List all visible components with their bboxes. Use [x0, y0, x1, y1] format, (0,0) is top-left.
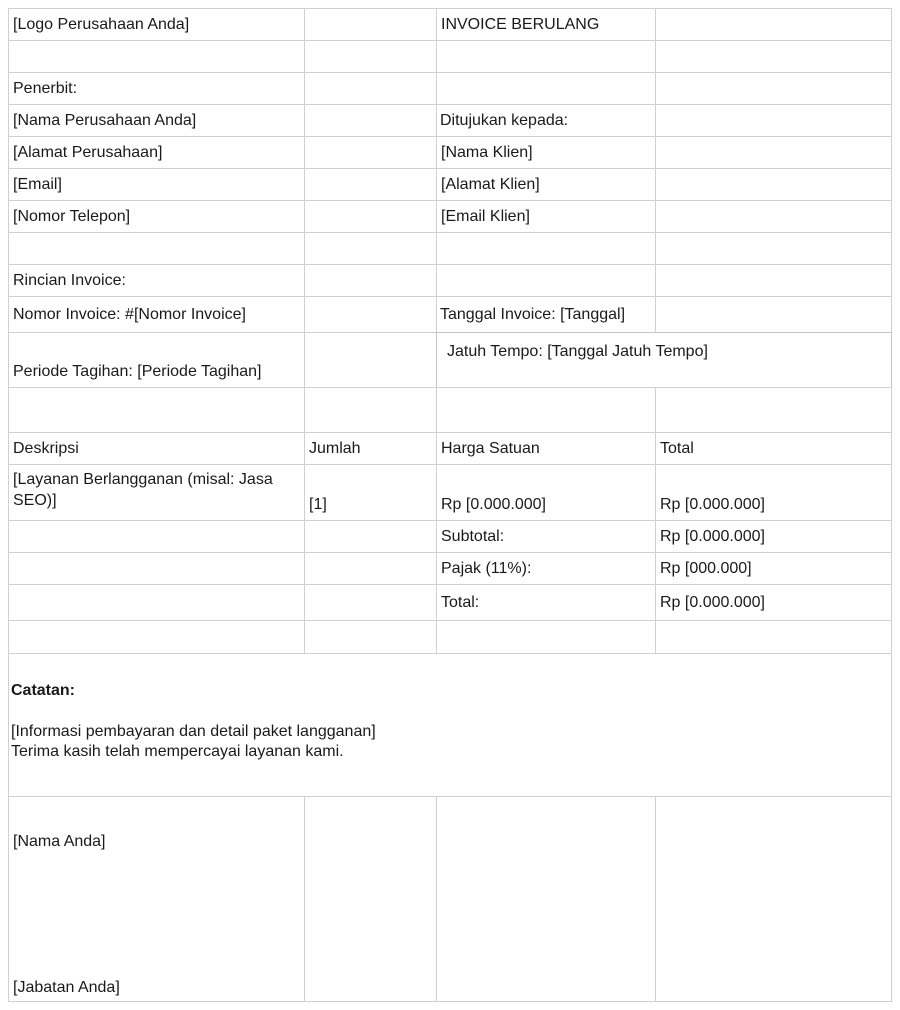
empty-cell[interactable]	[304, 796, 437, 1002]
empty-cell[interactable]	[304, 552, 437, 585]
item-description: [Layanan Berlangganan (misal: Jasa SEO)]	[13, 471, 273, 509]
empty-cell[interactable]	[304, 264, 437, 297]
empty-cell[interactable]	[436, 796, 656, 1002]
recipient-name: [Nama Klien]	[441, 143, 533, 161]
tax-value-cell[interactable]	[655, 552, 892, 585]
issuer-phone-cell[interactable]	[8, 200, 305, 233]
due-date-cell[interactable]	[436, 332, 892, 388]
column-header-label: Harga Satuan	[441, 439, 540, 457]
signature-cell[interactable]	[8, 796, 305, 1002]
empty-cell[interactable]	[8, 232, 305, 265]
due-date: Jatuh Tempo: [Tanggal Jatuh Tempo]	[447, 343, 708, 360]
empty-cell[interactable]	[655, 168, 892, 201]
recipient-address-cell[interactable]	[436, 168, 656, 201]
empty-cell[interactable]	[8, 520, 305, 553]
issuer-address: [Alamat Perusahaan]	[13, 143, 163, 161]
column-header-label: Jumlah	[309, 439, 361, 457]
empty-cell[interactable]	[655, 620, 892, 654]
empty-cell[interactable]	[304, 387, 437, 433]
recipient-label-cell[interactable]	[436, 104, 656, 137]
empty-cell[interactable]	[655, 104, 892, 137]
empty-cell[interactable]	[304, 200, 437, 233]
empty-cell[interactable]	[304, 104, 437, 137]
empty-cell[interactable]	[655, 232, 892, 265]
title-cell[interactable]	[436, 8, 656, 41]
empty-cell[interactable]	[304, 620, 437, 654]
item-unit-price: Rp [0.000.000]	[441, 496, 546, 513]
item-description-cell[interactable]	[8, 464, 305, 521]
empty-cell[interactable]	[436, 72, 656, 105]
empty-cell[interactable]	[304, 296, 437, 333]
empty-cell[interactable]	[655, 200, 892, 233]
tax-value: Rp [000.000]	[660, 559, 752, 577]
signer-position: [Jabatan Anda]	[13, 979, 120, 996]
empty-cell[interactable]	[436, 387, 656, 433]
issuer-label: Penerbit:	[13, 79, 78, 97]
grand-total-label-cell[interactable]	[436, 584, 656, 621]
recipient-email: [Email Klien]	[441, 207, 530, 225]
empty-cell[interactable]	[436, 620, 656, 654]
empty-cell[interactable]	[304, 232, 437, 265]
subtotal-label: Subtotal:	[441, 527, 505, 545]
invoice-title: INVOICE BERULANG	[441, 15, 600, 33]
recipient-address: [Alamat Klien]	[441, 175, 540, 193]
empty-cell[interactable]	[655, 796, 892, 1002]
logo-cell[interactable]	[8, 8, 305, 41]
notes-payment-info: [Informasi pembayaran dan detail paket langganan]	[11, 723, 376, 740]
column-header-total[interactable]	[655, 432, 892, 465]
grand-total-label: Total:	[441, 593, 480, 611]
company-logo-placeholder: [Logo Perusahaan Anda]	[13, 15, 190, 33]
item-quantity: [1]	[309, 496, 327, 513]
empty-cell[interactable]	[8, 620, 305, 654]
empty-cell[interactable]	[8, 584, 305, 621]
item-total-cell[interactable]	[655, 464, 892, 521]
subtotal-label-cell[interactable]	[436, 520, 656, 553]
notes-label: Catatan:	[11, 682, 76, 699]
item-quantity-cell[interactable]	[304, 464, 437, 521]
empty-cell[interactable]	[436, 232, 656, 265]
notes-thank-you: Terima kasih telah mempercayai layanan kami.	[11, 743, 344, 760]
recipient-label: Ditujukan kepada:	[440, 111, 569, 129]
issuer-address-cell[interactable]	[8, 136, 305, 169]
empty-cell[interactable]	[655, 387, 892, 433]
empty-cell[interactable]	[304, 40, 437, 73]
empty-cell[interactable]	[436, 40, 656, 73]
empty-cell[interactable]	[436, 264, 656, 297]
recipient-email-cell[interactable]	[436, 200, 656, 233]
column-header-label: Total	[660, 439, 694, 457]
tax-label-cell[interactable]	[436, 552, 656, 585]
column-header-label: Deskripsi	[13, 439, 79, 457]
grand-total-value: Rp [0.000.000]	[660, 593, 765, 611]
billing-period-cell[interactable]	[8, 332, 305, 388]
invoice-date: Tanggal Invoice: [Tanggal]	[440, 305, 626, 323]
tax-label: Pajak (11%):	[441, 559, 532, 577]
empty-cell[interactable]	[304, 136, 437, 169]
subtotal-value-cell[interactable]	[655, 520, 892, 553]
issuer-email: [Email]	[13, 175, 62, 193]
item-unit-price-cell[interactable]	[436, 464, 656, 521]
empty-cell[interactable]	[655, 264, 892, 297]
empty-cell[interactable]	[304, 332, 437, 388]
billing-period: Periode Tagihan: [Periode Tagihan]	[13, 363, 262, 380]
empty-cell[interactable]	[655, 8, 892, 41]
empty-cell[interactable]	[304, 168, 437, 201]
empty-cell[interactable]	[304, 72, 437, 105]
details-label: Rincian Invoice:	[13, 271, 126, 289]
empty-cell[interactable]	[8, 552, 305, 585]
empty-cell[interactable]	[655, 40, 892, 73]
invoice-number-cell[interactable]	[8, 296, 305, 333]
column-header-quantity[interactable]	[304, 432, 437, 465]
column-header-description[interactable]	[8, 432, 305, 465]
grand-total-value-cell[interactable]	[655, 584, 892, 621]
empty-cell[interactable]	[655, 136, 892, 169]
recipient-name-cell[interactable]	[436, 136, 656, 169]
notes-cell[interactable]	[8, 653, 892, 797]
item-total: Rp [0.000.000]	[660, 496, 765, 513]
empty-cell[interactable]	[655, 296, 892, 333]
empty-cell[interactable]	[304, 584, 437, 621]
empty-cell[interactable]	[655, 72, 892, 105]
empty-cell[interactable]	[304, 520, 437, 553]
details-label-cell[interactable]	[8, 264, 305, 297]
empty-cell[interactable]	[304, 8, 437, 41]
issuer-phone: [Nomor Telepon]	[13, 207, 131, 225]
invoice-date-cell[interactable]	[436, 296, 656, 333]
invoice-number: Nomor Invoice: #[Nomor Invoice]	[13, 305, 246, 323]
empty-cell[interactable]	[8, 387, 305, 433]
empty-cell[interactable]	[8, 40, 305, 73]
issuer-company-cell[interactable]	[8, 104, 305, 137]
issuer-email-cell[interactable]	[8, 168, 305, 201]
subtotal-value: Rp [0.000.000]	[660, 527, 765, 545]
issuer-label-cell[interactable]	[8, 72, 305, 105]
signer-name: [Nama Anda]	[13, 833, 106, 850]
issuer-company-name: [Nama Perusahaan Anda]	[13, 111, 197, 129]
column-header-unit-price[interactable]	[436, 432, 656, 465]
